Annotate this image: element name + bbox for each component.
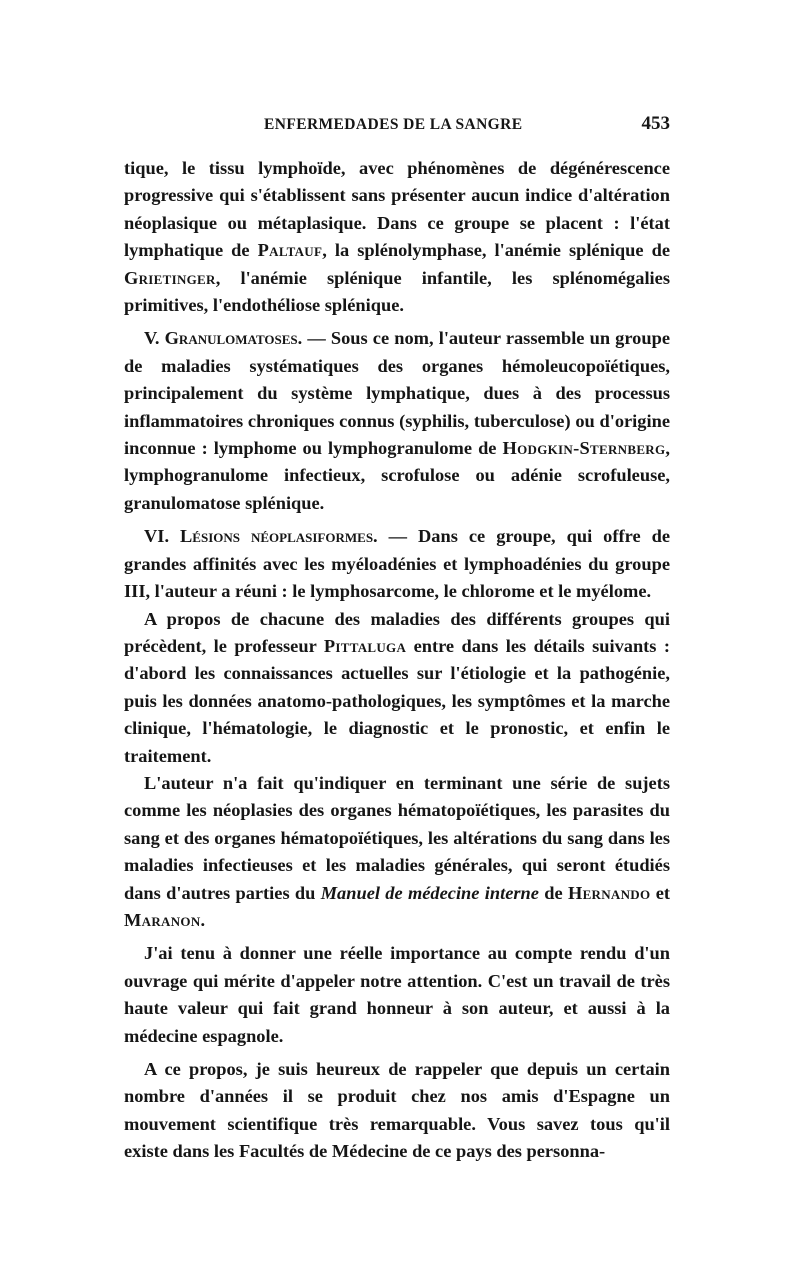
text-run: , l'anémie splénique infantile, les splénomégalies primitives, l'endothéliose splénique. (124, 267, 670, 316)
author-name-maranon: Maranon (124, 909, 201, 930)
running-title: ENFERMEDADES DE LA SANGRE (264, 116, 523, 133)
paragraph-compte-rendu (124, 940, 670, 1050)
text-run: de (538, 882, 568, 903)
text-run: — Sous ce nom, l'auteur rassemble un groupe de maladies systématiques des organes hémoleucopoïétiques, principalement du système lymphatique, dues à des processus inflammatoires chroniques connus (syphilis, tuberculose) ou d'origine inconnue : lymphome ou lymphogranulome de (124, 328, 670, 459)
paragraph-a-propos (124, 606, 670, 770)
text-run: tique, le tissu lymphoïde, avec phénomènes de dégénérescence progressive qui s'établissent sans présenter aucun indice d'altération néoplasique ou métaplasique. Dans ce groupe se placent : l'état lymphatique de (124, 158, 670, 261)
author-name-grietinger: Grietinger (124, 267, 216, 288)
text-run: L'auteur n'a fait qu'indiquer en terminant une série de sujets comme les néoplasies des organes hématopoïétiques, les parasites du sang et des organes hématopoïétiques, les altérations du sang dans les maladies infectieuses et les maladies générales, qui seront étudiés dans d'autres parties du (124, 772, 670, 903)
text-run: A propos de chacune des maladies des différents groupes qui précèdent, le professeur (124, 608, 670, 656)
body-text (124, 155, 670, 1166)
section-label-v: V. Granulomatoses. (144, 328, 303, 349)
text-run: J'ai tenu à donner une réelle importance au compte rendu d'un ouvrage qui mérite d'appeler notre attention. C'est un travail de très haute valeur qui fait grand honneur à son auteur, et aussi à la médecine espagnole. (124, 943, 670, 1046)
paragraph-espagne (124, 1056, 670, 1166)
author-name-paltauf: Paltauf (257, 240, 323, 261)
text-run: A ce propos, je suis heureux de rappeler que depuis un certain nombre d'années il se produit chez nos amis d'Espagne un mouvement scientifique très remarquable. Vous savez tous qu'il existe dans les Facultés de Médecine de ce pays des personna- (124, 1059, 670, 1162)
text-run: , la splénolymphase, l'anémie splénique de (322, 240, 670, 261)
running-head (124, 113, 670, 140)
text-run: et (650, 882, 671, 903)
author-name-hernando: Hernando (567, 882, 651, 903)
text-run: . (200, 909, 206, 930)
text-run: entre dans les détails suivants : d'abord les connaissances actuelles sur l'étiologie et la pathogénie, puis les données anatomo-pathologiques, les symptômes et la marche clinique, l'hématologie, le diagnostic et le pronostic, et enfin le traitement. (124, 635, 671, 766)
paragraph-continued (124, 155, 670, 319)
text-run: , lymphogranulome infectieux, scrofulose ou adénie scrofuleuse, granulomatose splénique. (124, 438, 670, 513)
author-name-hodgkin-sternberg: Hodgkin-Sternberg (502, 438, 666, 459)
book-title-manuel: Manuel de médecine interne (320, 882, 539, 903)
paragraph-granulomatoses (124, 325, 670, 517)
page-number: 453 (641, 113, 670, 134)
section-label-vi: VI. Lésions néoplasiformes. (144, 526, 378, 547)
text-run: — Dans ce groupe, qui offre de grandes affinités avec les myéloadénies et lymphoadénies du groupe III, l'auteur a réuni : le lymphosarcome, le chlorome et le myélome. (124, 526, 671, 602)
paragraph-lesions-neoplasiformes (124, 523, 670, 605)
paragraph-auteur (124, 770, 670, 934)
author-name-pittaluga: Pittaluga (323, 635, 407, 656)
